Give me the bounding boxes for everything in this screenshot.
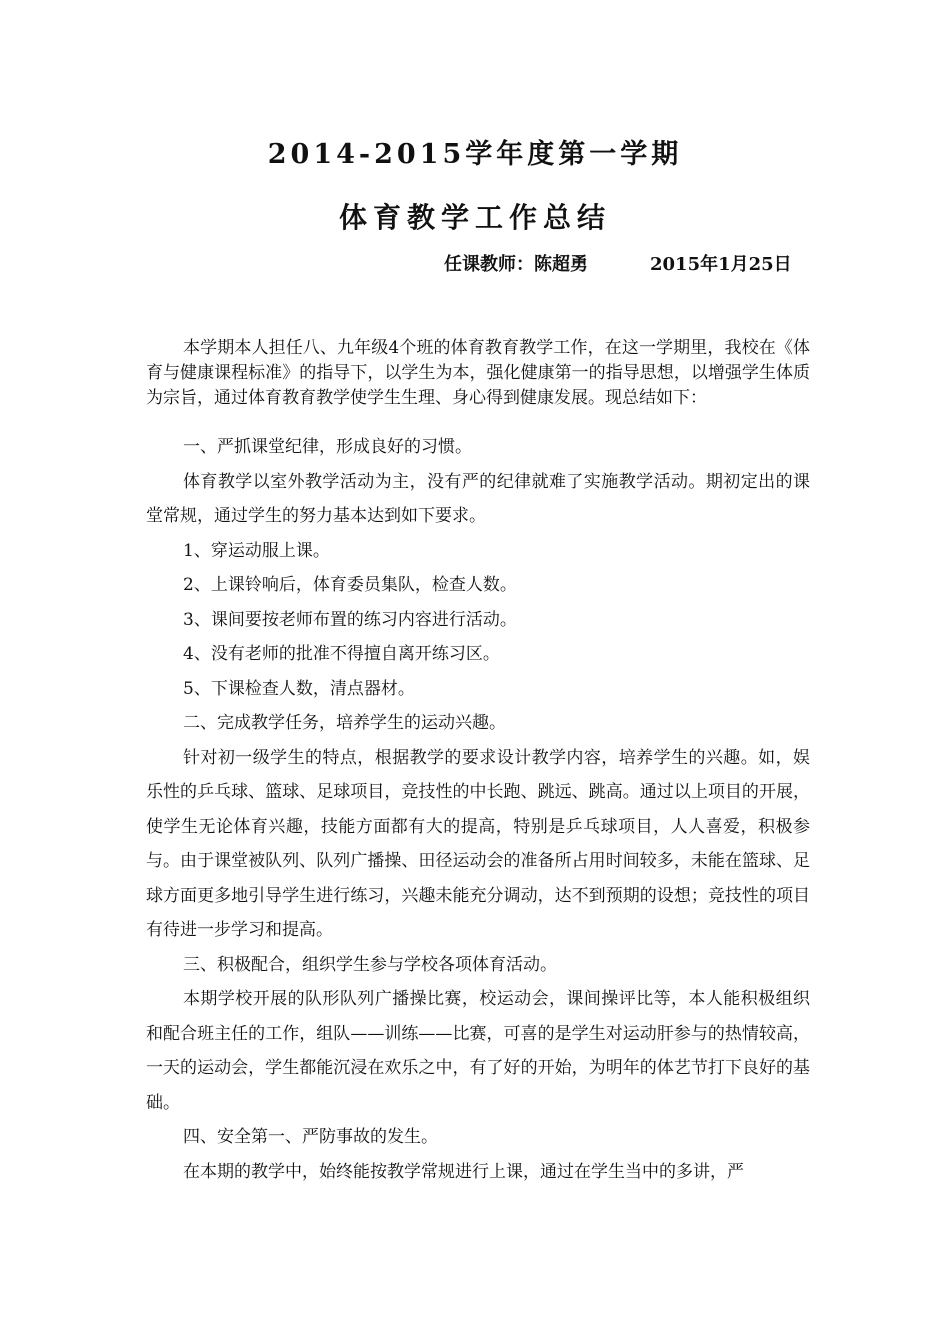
section-heading-4: 四、安全第一、严防事故的发生。 bbox=[183, 1127, 438, 1147]
paragraph: 针对初一级学生的特点，根据教学的要求设计教学内容，培养学生的兴趣。如，娱乐性的乒乓球、篮球、足球项目，竞技性的中长跑、跳远、跳高。通过以上项目的开展，使学生无论体育兴趣，技能方面都有大的提高，特别是乒乓球项目，人人喜爱，积极参与。由于课堂被队列、队列广播操、田径运动会的准备所占用时间较多，未能在篮球、足球方面更多地引导学生进行练习，兴趣未能充分调动，达不到预期的设想；竞技性的项目有待进一步学习和提高。 bbox=[146, 747, 810, 940]
teacher-label: 任课教师：陈超勇 bbox=[444, 254, 588, 275]
document-title-line2: 体育教学工作总结 bbox=[338, 201, 611, 234]
section-heading-3: 三、积极配合，组织学生参与学校各项体育活动。 bbox=[183, 954, 557, 975]
list-item: 2、上课铃响后，体育委员集队，检查人数。 bbox=[183, 575, 517, 595]
document-date: 2015年1月25日 bbox=[650, 254, 792, 275]
paragraph: 在本期的教学中，始终能按教学常规进行上课，通过在学生当中的多讲，严 bbox=[183, 1161, 744, 1182]
list-item: 1、穿运动服上课。 bbox=[183, 540, 330, 561]
list-item: 4、没有老师的批准不得擅自离开练习区。 bbox=[183, 644, 500, 664]
byline bbox=[444, 250, 792, 276]
section-heading-1: 一、严抓课堂纪律，形成良好的习惯。 bbox=[183, 437, 472, 457]
paragraph: 体育教学以室外教学活动为主，没有严的纪律就难了实施教学活动。期初定出的课堂常规，通过学生的努力基本达到如下要求。 bbox=[146, 471, 810, 526]
list-item: 3、课间要按老师布置的练习内容进行活动。 bbox=[183, 609, 517, 630]
document-title-line1: 2014-2015学年度第一学期 bbox=[267, 139, 683, 170]
paragraph: 本期学校开展的队形队列广播操比赛，校运动会，课间操评比等，本人能积极组织和配合班主任的工作，组队——训练——比赛，可喜的是学生对运动肝参与的热情较高，一天的运动会，学生都能沉浸在欢乐之中，有了好的开始，为明年的体艺节打下良好的基础。 bbox=[146, 989, 810, 1113]
intro-paragraph: 本学期本人担任八、九年级4个班的体育教育教学工作，在这一学期里，我校在《体育与健康课程标准》的指导下，以学生为本，强化健康第一的指导思想，以增强学生体质为宗旨，通过体育教育教学使学生生理、身心得到健康发展。现总结如下： bbox=[146, 338, 810, 408]
section-heading-2: 二、完成教学任务，培养学生的运动兴趣。 bbox=[183, 713, 506, 733]
list-item: 5、下课检查人数，清点器材。 bbox=[183, 678, 415, 699]
body-text bbox=[146, 430, 810, 1189]
